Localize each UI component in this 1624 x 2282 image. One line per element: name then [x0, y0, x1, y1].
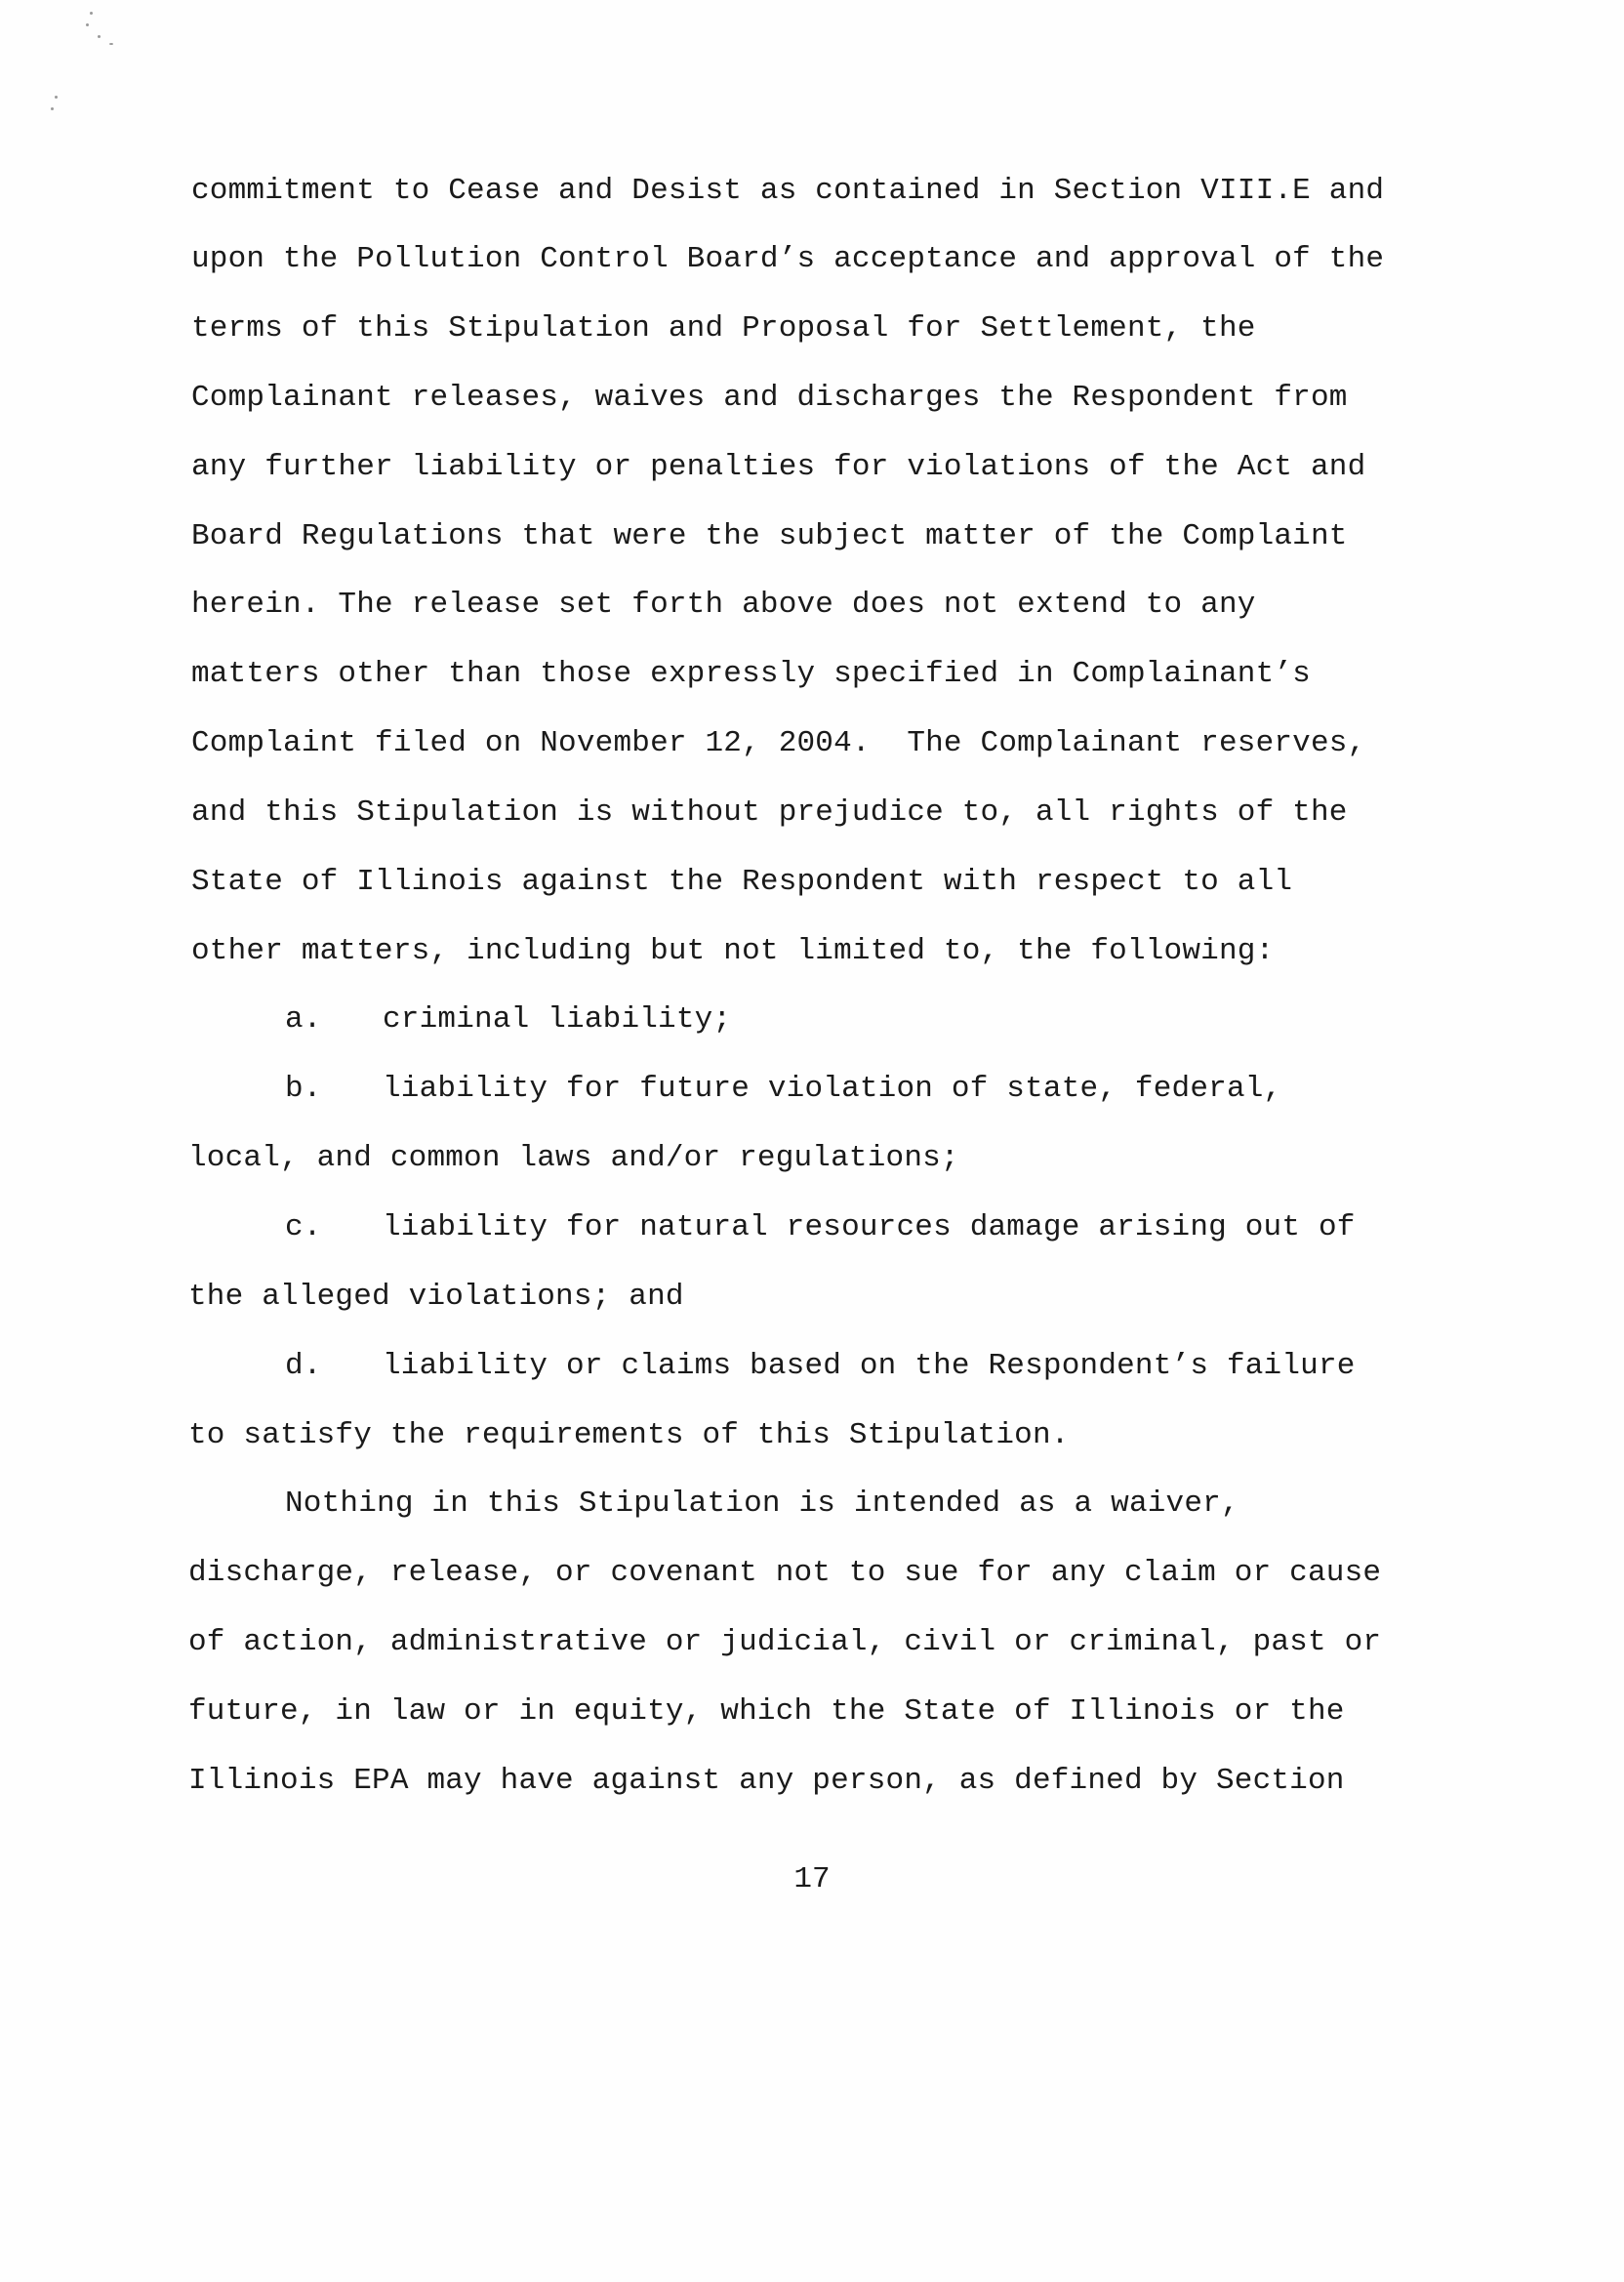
scan-speck [109, 43, 113, 45]
list-item-marker: c. [285, 1210, 322, 1244]
list-item-marker: b. [285, 1072, 322, 1106]
list-item-marker: d. [285, 1349, 322, 1383]
list-item-text: local, and common laws and/or regulations; [188, 1141, 959, 1175]
list-item-text: liability for future violation of state, federal, [383, 1072, 1282, 1106]
body-line: commitment to Cease and Desist as contained in Section VIII.E and [191, 174, 1385, 208]
list-item-text: liability for natural resources damage arising out of [383, 1210, 1356, 1244]
body-line: any further liability or penalties for violations of the Act and [191, 450, 1366, 484]
list-item-text: to satisfy the requirements of this Stipulation. [188, 1418, 1070, 1452]
scan-speck [55, 96, 58, 99]
body-line: terms of this Stipulation and Proposal for Settlement, the [191, 311, 1256, 346]
list-item-marker: a. [285, 1002, 322, 1037]
scan-speck [98, 35, 101, 38]
body-line: upon the Pollution Control Board’s acceptance and approval of the [191, 242, 1385, 276]
scan-speck [51, 107, 54, 110]
body-line: of action, administrative or judicial, civil or criminal, past or [188, 1625, 1382, 1659]
body-line: herein. The release set forth above does not extend to any [191, 588, 1256, 622]
body-line: State of Illinois against the Respondent with respect to all [191, 865, 1293, 899]
page-number: 17 [793, 1862, 831, 1896]
body-line: Complaint filed on November 12, 2004. The Complainant reserves, [191, 726, 1366, 760]
scan-speck [86, 23, 89, 26]
body-line: Board Regulations that were the subject matter of the Complaint [191, 519, 1348, 553]
body-line: future, in law or in equity, which the State of Illinois or the [188, 1694, 1345, 1729]
body-line: matters other than those expressly specified in Complainant’s [191, 657, 1311, 691]
body-line: other matters, including but not limited to, the following: [191, 934, 1275, 968]
body-line: discharge, release, or covenant not to sue for any claim or cause [188, 1556, 1382, 1590]
body-line: Illinois EPA may have against any person, as defined by Section [188, 1764, 1345, 1798]
body-line: Complainant releases, waives and discharges the Respondent from [191, 381, 1348, 415]
scan-speck [90, 12, 93, 15]
list-item-text: the alleged violations; and [188, 1280, 684, 1314]
list-item-text: liability or claims based on the Respondent’s failure [383, 1349, 1356, 1383]
body-line: Nothing in this Stipulation is intended as a waiver, [285, 1487, 1239, 1521]
list-item-text: criminal liability; [383, 1002, 732, 1037]
body-line: and this Stipulation is without prejudice to, all rights of the [191, 795, 1348, 830]
